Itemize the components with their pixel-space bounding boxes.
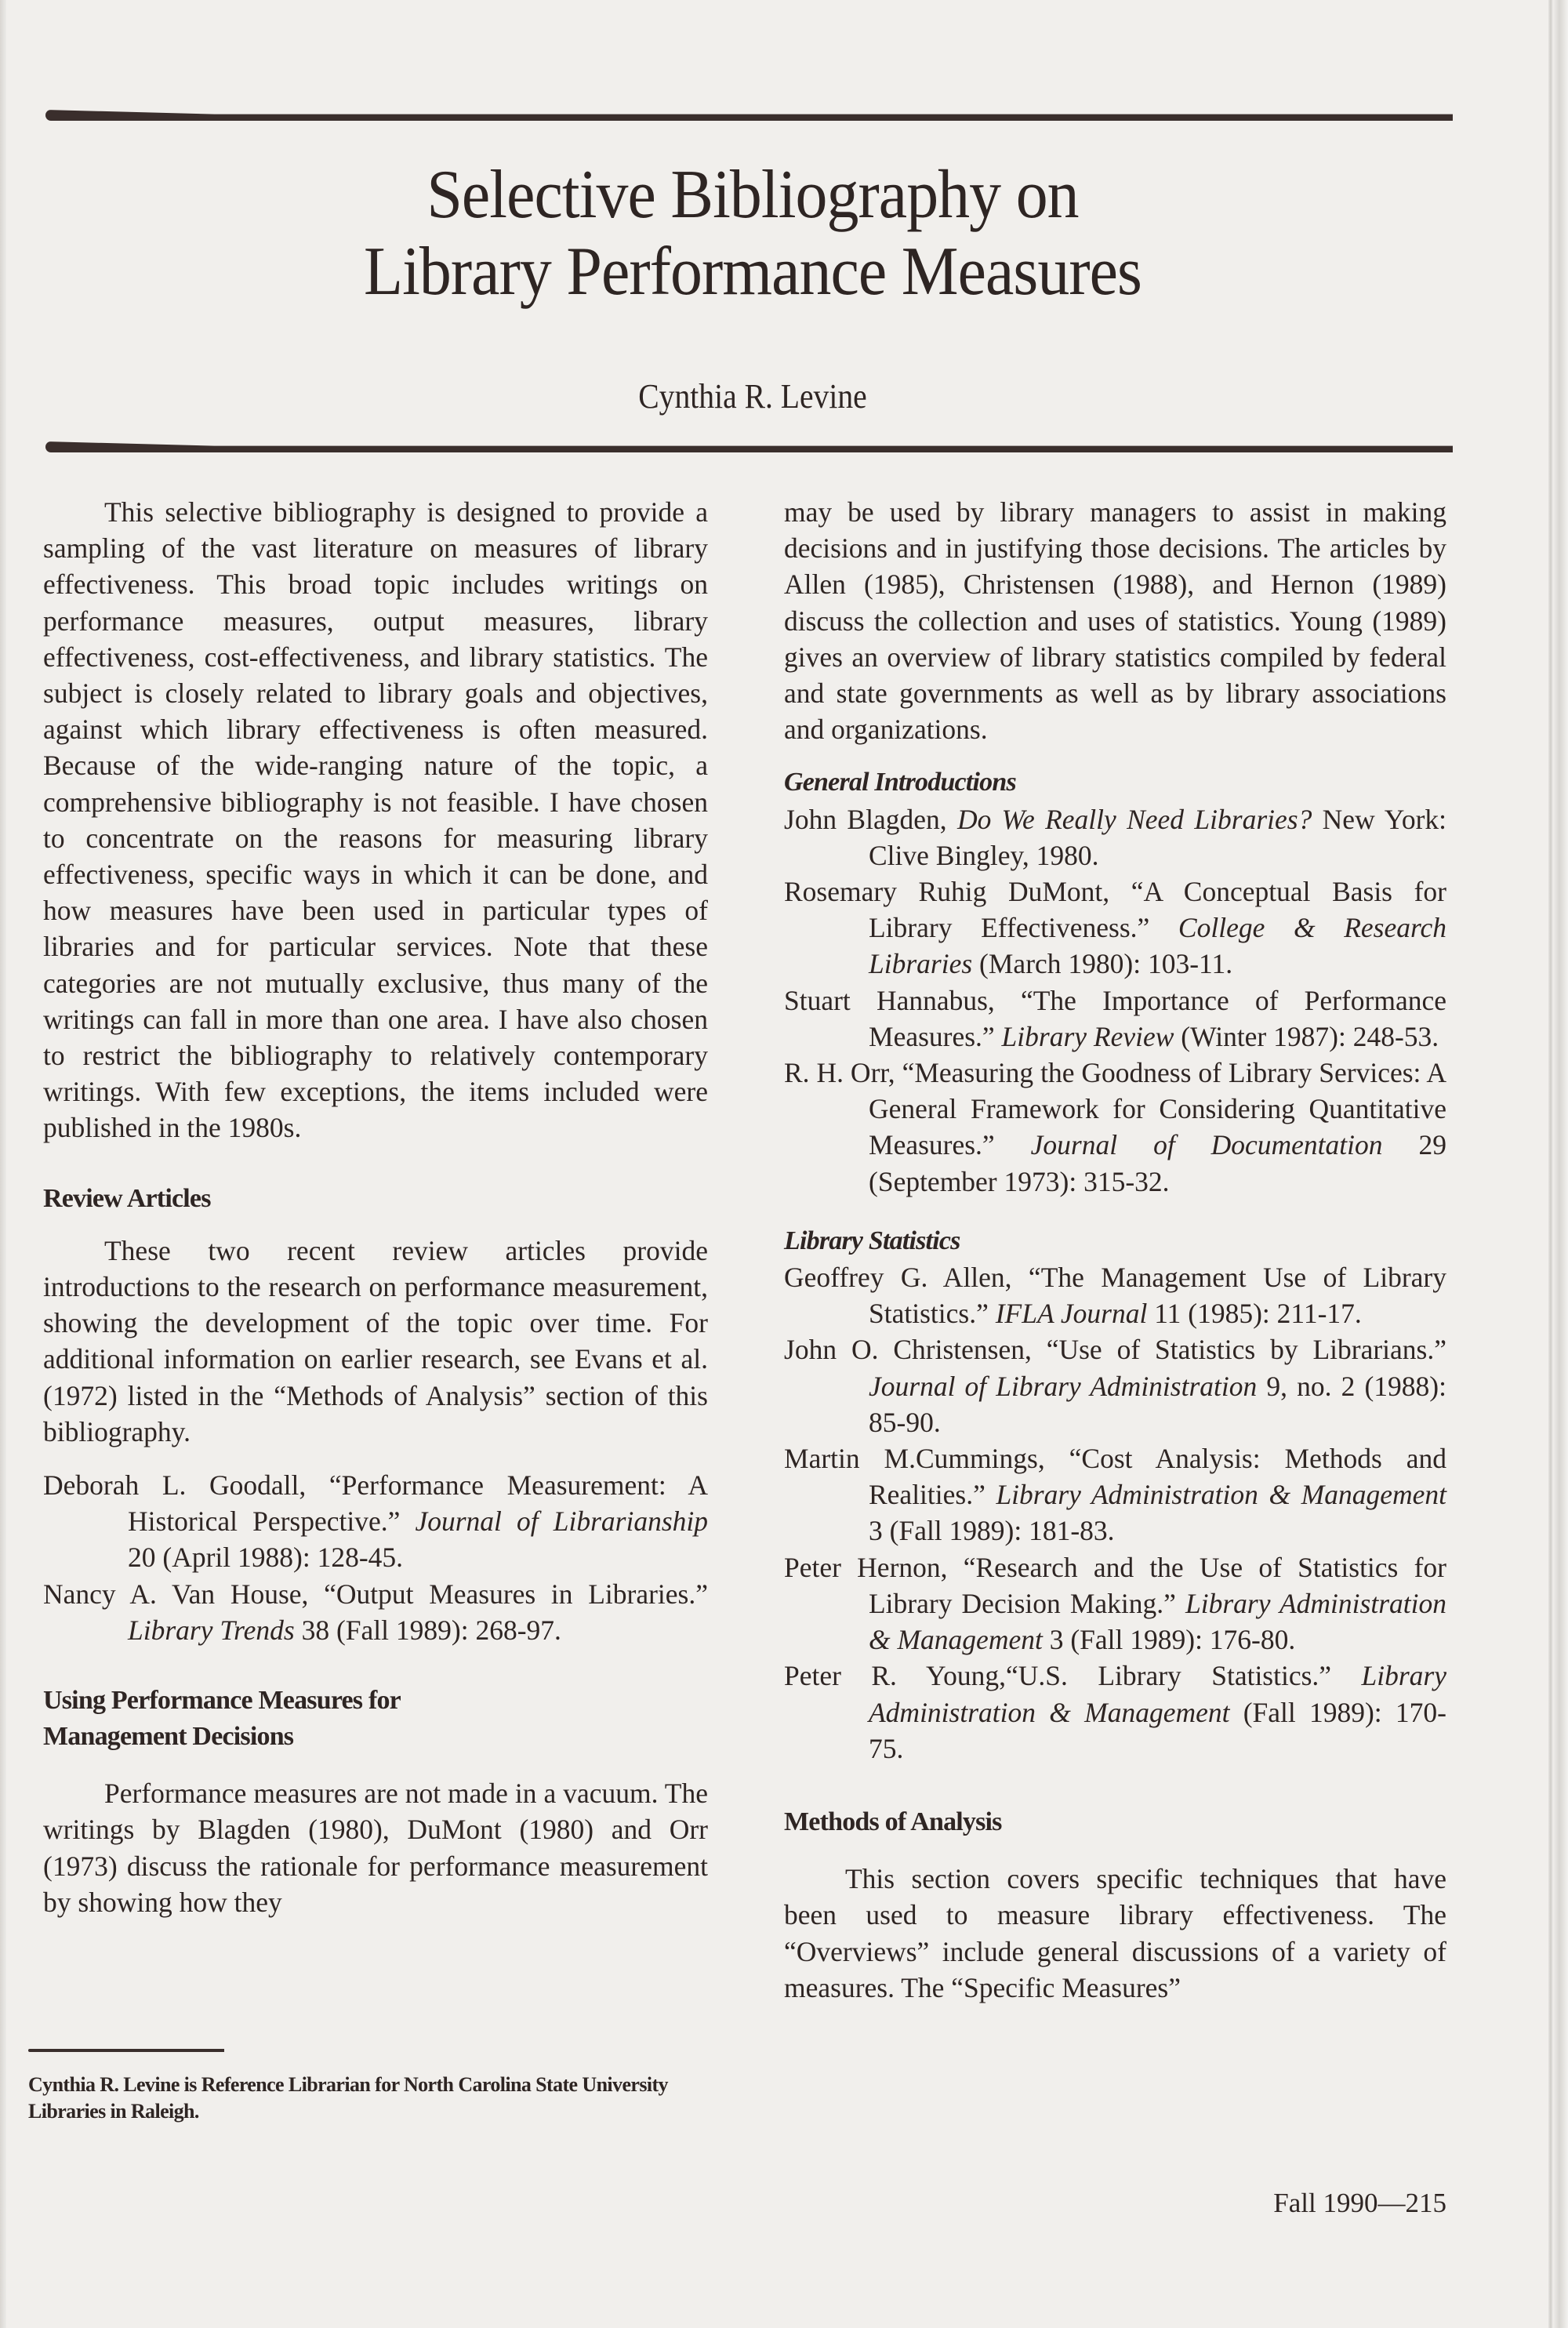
title-line-2: Library Performance Measures (364, 234, 1142, 310)
reference-dumont: Rosemary Ruhig DuMont, “A Conceptual Basis for Library Effectiveness.” College & Research Libraries (March 1980): 103-11. (784, 876, 1446, 980)
reference-goodall: Deborah L. Goodall, “Performance Measurement: A Historical Perspective.” Journal of Librarianship 20 (April 1988): 128-45. (43, 1469, 708, 1574)
journal-title: Library Review (1001, 1020, 1174, 1052)
section-heading-methods-of-analysis: Methods of Analysis (784, 1807, 1002, 1836)
intro-paragraph: This selective bibliography is designed to provide a sampling of the vast literature on measures of library effectiveness. This broad topic includes writings on performance measures, output measures, library effectiveness, cost-effectiveness, and library statistics. The subject is closely related to library goals and objectives, against which library effectiveness is often measured. Because of the wide-ranging nature of the topic, a comprehensive bibliography is not feasible. I have chosen to concentrate on the reasons for measuring library effectiveness, specific ways in which it can be done, and how measures have been used in particular types of libraries and for particular services. Note that these categories are not mutually exclusive, thus many of the writings can fall in more than one area. I have also chosen to restrict the bibliography to relatively contemporary writings. With few exceptions, the items included were published in the 1980s. (43, 496, 708, 1144)
right-column (784, 494, 1446, 2006)
left-column (43, 494, 708, 1920)
article-title (53, 157, 1453, 311)
author-footnote: Cynthia R. Levine is Reference Librarian for North Carolina State University Libraries in Raleigh. (28, 2073, 668, 2123)
section-heading-management-decisions: Using Performance Measures for Management Decisions (43, 1686, 401, 1752)
reference-van-house: Nancy A. Van House, “Output Measures in Libraries.” Library Trends 38 (Fall 1989): 268-97. (43, 1578, 708, 1646)
reference-blagden: John Blagden, Do We Really Need Libraries? New York: Clive Bingley, 1980. (784, 803, 1447, 871)
top-rule (45, 110, 1453, 121)
reference-hernon: Peter Hernon, “Research and the Use of Statistics for Library Decision Making.” Library Administration & Management 3 (Fall 1989): 176-80. (784, 1551, 1446, 1656)
reference-orr: R. H. Orr, “Measuring the Goodness of Library Services: A General Framework for Considering Quantitative Measures.” Journal of Documentation 29 (September 1973): 315-32. (784, 1057, 1447, 1197)
reference-hannabus: Stuart Hannabus, “The Importance of Performance Measures.” Library Review (Winter 1987): 248-53. (784, 984, 1446, 1052)
methods-paragraph: This section covers specific techniques that have been used to measure library effectiveness. The “Overviews” include general discussions of a variety of measures. The “Specific Measures” (784, 1863, 1446, 2003)
journal-title: College & Research Libraries (869, 912, 1446, 980)
subheading-library-statistics: Library Statistics (784, 1226, 960, 1255)
reference-cummings: Martin M.Cummings, “Cost Analysis: Methods and Realities.” Library Administration & Management 3 (Fall 1989): 181-83. (784, 1443, 1446, 1547)
journal-title: Library Trends (128, 1614, 295, 1646)
reference-allen: Geoffrey G. Allen, “The Management Use of Library Statistics.” IFLA Journal 11 (1985): 211-17. (784, 1262, 1446, 1330)
journal-title: Journal of Library Administration (869, 1370, 1258, 1402)
book-title: Do We Really Need Libraries? (956, 803, 1312, 835)
journal-title: Library Administration & Management (869, 1587, 1446, 1656)
journal-title: IFLA Journal (995, 1298, 1148, 1330)
title-line-1: Selective Bibliography on (426, 157, 1079, 233)
author-byline: Cynthia R. Levine (638, 377, 867, 416)
page-folio: Fall 1990—215 (1273, 2188, 1446, 2218)
management-paragraph: Performance measures are not made in a vacuum. The writings by Blagden (1980), DuMont (1980) and Orr (1973) discuss the rationale for performance measurement by showing how they (43, 1778, 708, 1918)
page-left-edge (0, 0, 6, 2328)
reference-christensen: John O. Christensen, “Use of Statistics by Librarians.” Journal of Library Administration 9, no. 2 (1988): 85-90. (784, 1334, 1446, 1438)
journal-title: Journal of Librarianship (415, 1505, 708, 1538)
subheading-general-introductions: General Introductions (784, 768, 1016, 797)
page-right-edge (1548, 0, 1568, 2328)
review-articles-paragraph: These two recent review articles provide introductions to the research on performance measurement, showing the development of the topic over time. For additional information on earlier research, see Evans et al. (1972) listed in the “Methods of Analysis” section of this bibliography. (43, 1234, 708, 1447)
reference-young: Peter R. Young,“U.S. Library Statistics.” Library Administration & Management (Fall 1989): 170-75. (784, 1660, 1446, 1764)
footnote-rule (28, 2049, 224, 2052)
section-heading-review-articles: Review Articles (43, 1183, 211, 1213)
journal-title: Library Administration & Management (996, 1479, 1446, 1511)
journal-title: Library Administration & Management (869, 1660, 1446, 1728)
continued-paragraph: may be used by library managers to assist in making decisions and in justifying those decisions. The articles by Allen (1985), Christensen (1988), and Hernon (1989) discuss the collection and uses of statistics. Young (1989) gives an overview of library statistics compiled by federal and state governments as well as by library associations and organizations. (784, 496, 1446, 746)
journal-title: Journal of Documentation (1030, 1129, 1383, 1161)
title-bottom-rule (45, 441, 1453, 452)
